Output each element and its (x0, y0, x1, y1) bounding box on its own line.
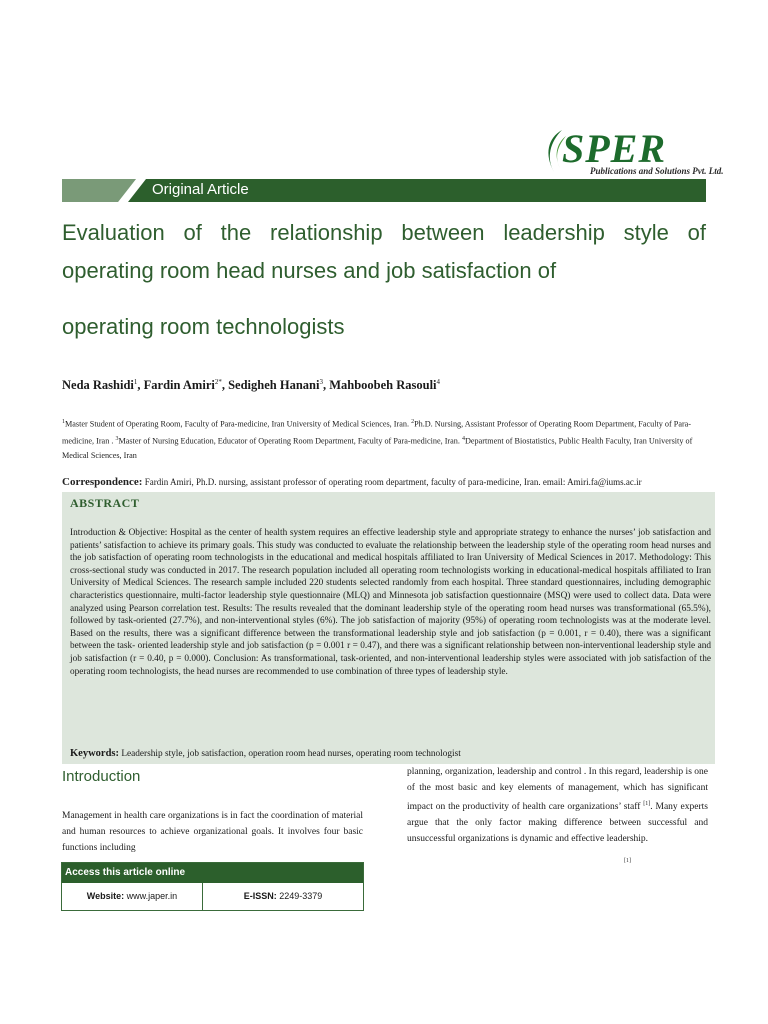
author-affiliation-marker: 4 (436, 378, 441, 386)
author-separator: , (221, 378, 229, 393)
correspondence (62, 476, 707, 488)
article-type-label: Original Article (152, 181, 249, 198)
keywords-text: Leadership style, job satisfaction, operation room head nurses, operating room technologist (121, 749, 461, 759)
citation-ref-trailing[interactable]: [1] (624, 858, 631, 864)
affiliation-marker: 4 (461, 435, 465, 442)
author-name: Sedigheh Hanani (228, 378, 320, 393)
affiliation-marker: 1 (62, 419, 65, 425)
author-list (62, 378, 440, 393)
author-separator: , (137, 378, 144, 393)
author-separator: , (322, 378, 330, 393)
logo-brand-text: SPER (562, 126, 667, 171)
website-label: Website: (86, 891, 125, 901)
introduction-left-paragraph: Management in health care organizations is in fact the coordination of material and human resources to achieve organizational goals. It involves four basic functions including (62, 811, 363, 853)
website-link[interactable]: www.japer.in (126, 891, 178, 901)
citation-ref[interactable]: [1] (643, 801, 651, 807)
affiliation-text: Department of Biostatistics, Public Health Faculty, Iran University of Medical Sciences, Iran (62, 436, 693, 461)
introduction-heading: Introduction (62, 768, 141, 785)
access-article-box (61, 862, 364, 911)
website-cell (62, 883, 203, 910)
eissn-label: E-ISSN: (243, 891, 277, 901)
abstract-box (62, 492, 715, 764)
right-paragraph-part-a: planning, organization, leadership and control . In this regard, leadership is one of the most basic and key elements of management, which has significant impact on the productivity of health care organizations’ staff (407, 767, 708, 813)
abstract-heading: ABSTRACT (70, 496, 140, 510)
author-affiliation-marker: 2* (214, 378, 222, 386)
article-title (62, 214, 706, 346)
keywords-label: Keywords: (70, 748, 119, 759)
access-box-header: Access this article online (62, 863, 363, 883)
title-line-1: Evaluation of the relationship between leadership style of (62, 220, 706, 245)
keywords (70, 748, 461, 759)
introduction-right-paragraph (407, 764, 708, 847)
eissn-cell (203, 883, 363, 910)
author-name: Mahboobeh Rasouli (329, 378, 437, 393)
affiliation-text: Ph.D. Nursing, Assistant Professor of Operating Room Department, Faculty of Para-medicine, Iran . (62, 419, 692, 446)
correspondence-label: Correspondence: (62, 476, 143, 488)
author-affiliation-marker: 3 (319, 378, 323, 386)
affiliation-text: Master Student of Operating Room, Faculty of Para-medicine, Iran University of Medical Sciences, Iran. (65, 419, 412, 429)
title-line-3: operating room technologists (62, 314, 345, 339)
title-line-2: operating room head nurses and job satisfaction of (62, 258, 557, 283)
correspondence-text: Fardin Amiri, Ph.D. nursing, assistant professor of operating room department, faculty of para-medicine, Iran. email: Amiri.fa@iums.ac.ir (144, 477, 642, 487)
eissn-value: 2249-3379 (279, 891, 323, 901)
author-affiliation-marker: 1 (133, 378, 138, 386)
abstract-body: Introduction & Objective: Hospital as the center of health system requires an effective leadership style and appropriate strategy to enhance the nurses’ job satisfaction and patients’ satisfaction to achieve its primary goals. This study was conducted to evaluate the relationship between the leadership style of the operating room head nurses and the job satisfaction of operating room technologists in the educational and medical hospitals affiliated to Iran University of Medical Sciences in 2017. Methodology: This cross-sectional study was conducted in 2017. The research population included all operating room technologists working in educational-medical hospitals affiliated to Iran University of Medical Sciences. The research sample included 220 students selected randomly from each hospital. Three standard questionnaires, including demographic characteristics questionnaire, multi-factor leadership style questionnaire (MLQ) and Minnesota job satisfaction questionnaire (MSQ) were used to collect data. Data were analyzed using Pearson correlation test. Results: The results revealed that the dominant leadership style of the operating room head nurses was transformational (65.5%), followed by task-oriented (27.7%), and non-interventional styles (6%). The job satisfaction of majority (95%) of operating room technologists was at the moderate level. Based on the results, there was a significant difference between the transformational leadership style and job satisfaction (p = 0.001, r = 0.40), there was a significant between the task- oriented leadership style and job satisfaction (p = 0.001 r = 0.47), and there was a significant relationship between non-interventional leadership style and job satisfaction (r = 0.40, p = 0.000). Conclusion: As transformational, task-oriented, and non-interventional leadership styles were associated with job satisfaction of the operating room technologists, the head nurses are recommended to use combination of three types of leadership style. (70, 528, 711, 677)
author-name: Neda Rashidi (62, 378, 134, 393)
affiliations (62, 415, 707, 463)
right-paragraph-part-b: . Many experts argue that the only factor making difference between successful and unsuccessful organizations is dynamic and effective leadership. (407, 802, 708, 845)
article-type-banner (62, 179, 706, 202)
author-name: Fardin Amiri (143, 378, 215, 393)
affiliation-text: Master of Nursing Education, Educator of Operating Room Department, Faculty of Para-medicine, Iran. (118, 436, 462, 446)
publisher-logo (540, 126, 724, 180)
affiliation-marker: 3 (115, 435, 119, 442)
logo-tagline: Publications and Solutions Pvt. Ltd. (590, 166, 724, 176)
affiliation-marker: 2 (411, 419, 415, 425)
